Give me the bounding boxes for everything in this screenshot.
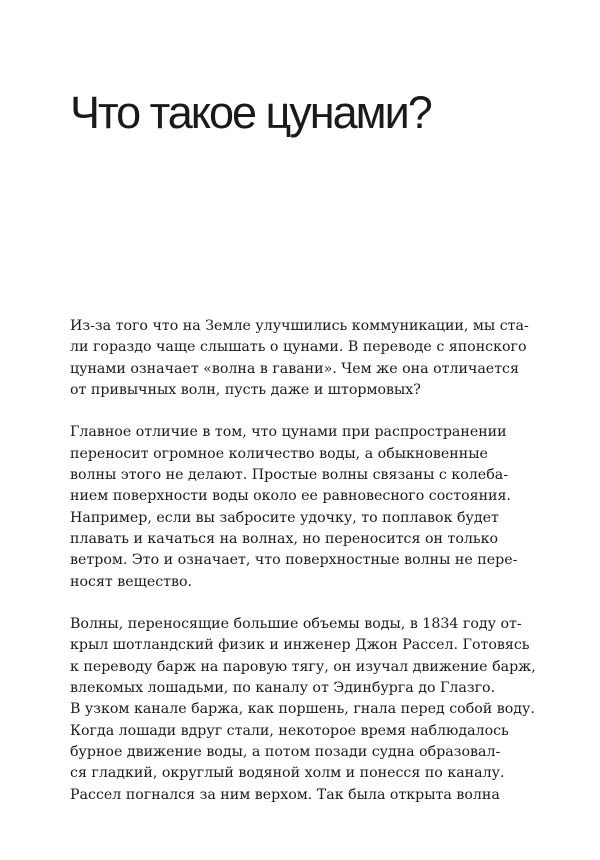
- text-line: носят вещество.: [70, 573, 193, 590]
- text-line: цунами означает «волна в гавани». Чем же она отличается: [70, 360, 519, 377]
- text-line: Рассел погнался за ним верхом. Так была открыта волна: [70, 786, 500, 803]
- paragraph-3: [70, 614, 540, 806]
- text-line: крыл шотландский физик и инженер Джон Рассел. Готовясь: [70, 637, 530, 654]
- text-line: ветром. Это и означает, что поверхностные волны не пере-: [70, 552, 518, 569]
- text-line: В узком канале баржа, как поршень, гнала перед собой воду.: [70, 701, 535, 718]
- text-line: Главное отличие в том, что цунами при распространении: [70, 424, 507, 441]
- text-line: от привычных волн, пусть даже и штормовых?: [70, 381, 421, 398]
- text-line: плавать и качаться на волнах, но переносится он только: [70, 530, 499, 547]
- text-line: нием поверхности воды около ее равновесного состояния.: [70, 488, 511, 505]
- text-line: волны этого не делают. Простые волны связаны с колеба-: [70, 467, 508, 484]
- text-line: Например, если вы забросите удочку, то поплавок будет: [70, 509, 499, 526]
- paragraph-1: [70, 316, 540, 401]
- text-line: ли гораздо чаще слышать о цунами. В переводе с японского: [70, 339, 527, 356]
- text-line: бурное движение воды, а потом позади судна образовал-: [70, 743, 501, 760]
- text-line: Волны, переносящие большие объемы воды, в 1834 году от-: [70, 616, 522, 633]
- text-line: Из-за того что на Земле улучшились коммуникации, мы ста-: [70, 318, 529, 334]
- text-line: ся гладкий, округлый водяной холм и понесся по каналу.: [70, 765, 505, 782]
- chapter-title: Что такое цунами?: [70, 87, 431, 138]
- text-line: к переводу барж на паровую тягу, он изучал движение барж,: [70, 658, 536, 675]
- paragraph-2: [70, 422, 540, 592]
- text-line: влекомых лошадьми, по каналу от Эдинбурга до Глазго.: [70, 680, 496, 697]
- text-line: Когда лошади вдруг стали, некоторое время наблюдалось: [70, 722, 509, 739]
- chapter-body: [70, 316, 540, 827]
- text-line: переносит огромное количество воды, а обыкновенные: [70, 445, 488, 462]
